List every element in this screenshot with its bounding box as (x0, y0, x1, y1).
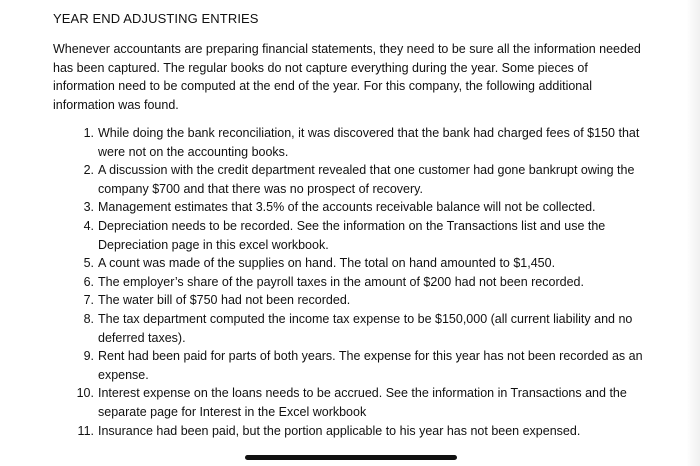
list-item-number: 10. (76, 386, 94, 401)
page-edge-shadow (686, 0, 700, 466)
list-item (70, 291, 660, 310)
list-item (70, 422, 660, 441)
list-item-number: 4. (83, 218, 94, 233)
list-item-text: The water bill of $750 had not been recorded. (98, 293, 351, 308)
adjusting-entries-list (70, 124, 660, 440)
list-item-text: Interest expense on the loans needs to be accrued. See the information in Transactions and the separate page for Interest in the Excel workbook (98, 386, 627, 419)
list-item-text: Management estimates that 3.5% of the accounts receivable balance will not be collected. (98, 200, 596, 215)
list-item (70, 273, 660, 292)
home-indicator-bar[interactable] (245, 455, 457, 460)
list-item (70, 161, 660, 198)
list-item-number: 6. (83, 274, 94, 289)
list-item-number: 9. (83, 349, 94, 364)
list-item-text: The employer’s share of the payroll taxes in the amount of $200 had not been recorded. (98, 274, 584, 289)
list-item-number: 7. (83, 293, 94, 308)
list-item-text: A count was made of the supplies on hand. The total on hand amounted to $1,450. (98, 256, 556, 271)
list-item-text: The tax department computed the income tax expense to be $150,000 (all current liability and no deferred taxes). (98, 311, 633, 345)
list-item (70, 384, 660, 421)
list-item-number: 3. (83, 200, 94, 215)
list-item-text: Insurance had been paid, but the portion applicable to his year has not been expensed. (98, 423, 581, 438)
list-item-text: Rent had been paid for parts of both years. The expense for this year has not been recorded as an expense. (98, 349, 643, 382)
list-item (70, 124, 660, 161)
document-title: YEAR END ADJUSTING ENTRIES (53, 11, 259, 26)
list-item (70, 254, 660, 273)
list-item-number: 8. (83, 311, 94, 326)
list-item-number: 5. (83, 256, 94, 271)
list-item-number: 2. (83, 163, 94, 178)
list-item-text: Depreciation needs to be recorded. See the information on the Transactions list and use the Depreciation page in this excel workbook. (98, 218, 606, 252)
list-item-number: 1. (83, 126, 94, 140)
intro-paragraph: Whenever accountants are preparing financial statements, they need to be sure all the information needed has been captured. The regular books do not capture everything during the year. Some pieces of information need to be computed at the end of the year. For this company, the following additional information was found. (53, 42, 641, 112)
list-item-number: 11. (77, 423, 94, 438)
list-item (70, 198, 660, 217)
list-item (70, 347, 660, 384)
list-item (70, 310, 660, 347)
list-item (70, 217, 660, 254)
list-item-text: While doing the bank reconciliation, it was discovered that the bank had charged fees of $150 that were not on the accounting books. (98, 126, 640, 159)
list-item-text: A discussion with the credit department revealed that one customer had gone bankrupt owing the company $700 and that there was no prospect of recovery. (98, 163, 635, 196)
